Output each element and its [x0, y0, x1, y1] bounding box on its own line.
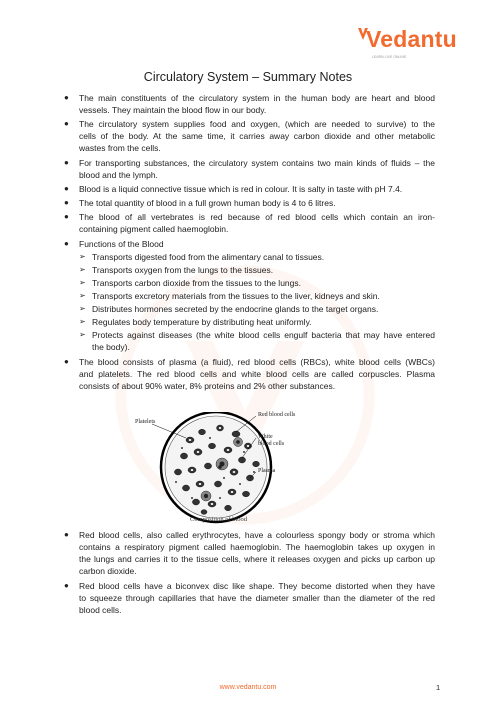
paragraph-8-line-1: The blood consists of plasma (a fluid), red blood cells (RBCs), white blood cells (WBCs) [79, 357, 435, 367]
bullet: ● [64, 212, 69, 221]
function-item: Distributes hormones secreted by the endocrine glands to the target organs. [92, 304, 379, 314]
paragraph-2-line-1: The circulatory system supplies food and oxygen, (which are needed to survive) to the [79, 119, 435, 129]
bullet: ● [64, 158, 69, 167]
label-platelets: Platelets [135, 419, 156, 425]
paragraph-3-line-1: For transporting substances, the circulatory system contains two main kinds of fluids – the [79, 158, 435, 168]
figure-caption: Composition of blood [190, 516, 248, 523]
footer-website-link[interactable]: www.vedantu.com [219, 684, 277, 691]
label-blood-cells: blood cells [258, 441, 285, 447]
logo-tagline: LEARN LIVE ONLINE [372, 55, 407, 59]
paragraph-6-line-2: containing pigment called haemoglobin. [79, 224, 229, 234]
arrow-bullet-icon: ➢ [79, 317, 86, 326]
page-number: 1 [436, 683, 441, 692]
function-item-line-2: the body). [92, 342, 130, 352]
bullet: ● [64, 93, 69, 102]
function-item: Transports carbon dioxide from the tissues to the lungs. [92, 278, 301, 288]
paragraph-9-line-4: carbon dioxide. [79, 566, 137, 576]
blood-composition-diagram [138, 412, 308, 524]
arrow-bullet-icon: ➢ [79, 265, 86, 274]
function-item-line-1: Protects against diseases (the white blood cells engulf bacteria that may have entered [92, 330, 435, 340]
paragraph-9-line-3: the lungs and carries it to the tissue cells, where it releases oxygen and picks up carbon up [79, 554, 435, 564]
page-title: Circulatory System – Summary Notes [143, 70, 353, 84]
paragraph-8-line-3: consists of about 90% water, 8% proteins and 2% other substances. [79, 381, 336, 391]
bullet: ● [64, 530, 69, 539]
bullet: ● [64, 239, 69, 248]
bullet: ● [64, 119, 69, 128]
bullet: ● [64, 198, 69, 207]
function-item: Regulates body temperature by distributing heat uniformly. [92, 317, 312, 327]
paragraph-9-line-1: Red blood cells, also called erythrocytes, have a colourless spongy body or stroma which [79, 530, 435, 540]
paragraph-5: The total quantity of blood in a full grown human body is 4 to 6 litres. [79, 198, 336, 208]
label-plasma: Plasma [258, 468, 276, 474]
functions-heading: Functions of the Blood [79, 239, 164, 249]
label-white: White [258, 434, 273, 440]
bullet: ● [64, 357, 69, 366]
vedantu-logo [366, 26, 474, 60]
paragraph-2-line-3: wastes from the cells. [79, 143, 161, 153]
paragraph-3-line-2: blood and the lymph. [79, 170, 158, 180]
arrow-bullet-icon: ➢ [79, 304, 86, 313]
paragraph-1-line-1: The main constituents of the circulatory system in the human body are heart and blood [79, 93, 435, 103]
paragraph-2-line-2: cells of the body. At the same time, it carries away carbon dioxide and other metabolic [79, 131, 435, 141]
arrow-bullet-icon: ➢ [79, 330, 86, 339]
logo-wordmark: Vedantu [366, 26, 457, 52]
vedantu-v-icon [358, 28, 368, 40]
paragraph-10-line-2: to squeeze through capillaries that have the diameter smaller than the diameter of the red [79, 593, 435, 603]
paragraph-10-line-3: blood cells. [79, 605, 122, 615]
arrow-bullet-icon: ➢ [79, 291, 86, 300]
blood-composition-figure [135, 412, 308, 524]
paragraph-10-line-1: Red blood cells have a biconvex disc like shape. They become distorted when they have [79, 581, 435, 591]
paragraph-9-line-2: contains a respiratory pigment called haemoglobin. The haemoglobin takes up oxygen in [79, 542, 435, 552]
bullet: ● [64, 581, 69, 590]
label-red-blood-cells: Red blood cells [258, 412, 296, 418]
paragraph-8-line-2: and platelets. The red blood cells and white blood cells are called corpuscles. Plasma [79, 369, 435, 379]
paragraph-6-line-1: The blood of all vertebrates is red because of red blood cells which contain an iron- [79, 212, 435, 222]
bullet: ● [64, 184, 69, 193]
paragraph-4: Blood is a liquid connective tissue which is red in colour. It is salty in taste with pH 7.4. [79, 184, 403, 194]
arrow-bullet-icon: ➢ [79, 252, 86, 261]
function-item: Transports digested food from the alimentary canal to tissues. [92, 252, 325, 262]
paragraph-1-line-2: vessels. They maintain the blood flow in our body. [79, 105, 267, 115]
function-item: Transports oxygen from the lungs to the tissues. [92, 265, 274, 275]
function-item: Transports excretory materials from the tissues to the liver, kidneys and skin. [92, 291, 380, 301]
arrow-bullet-icon: ➢ [79, 278, 86, 287]
